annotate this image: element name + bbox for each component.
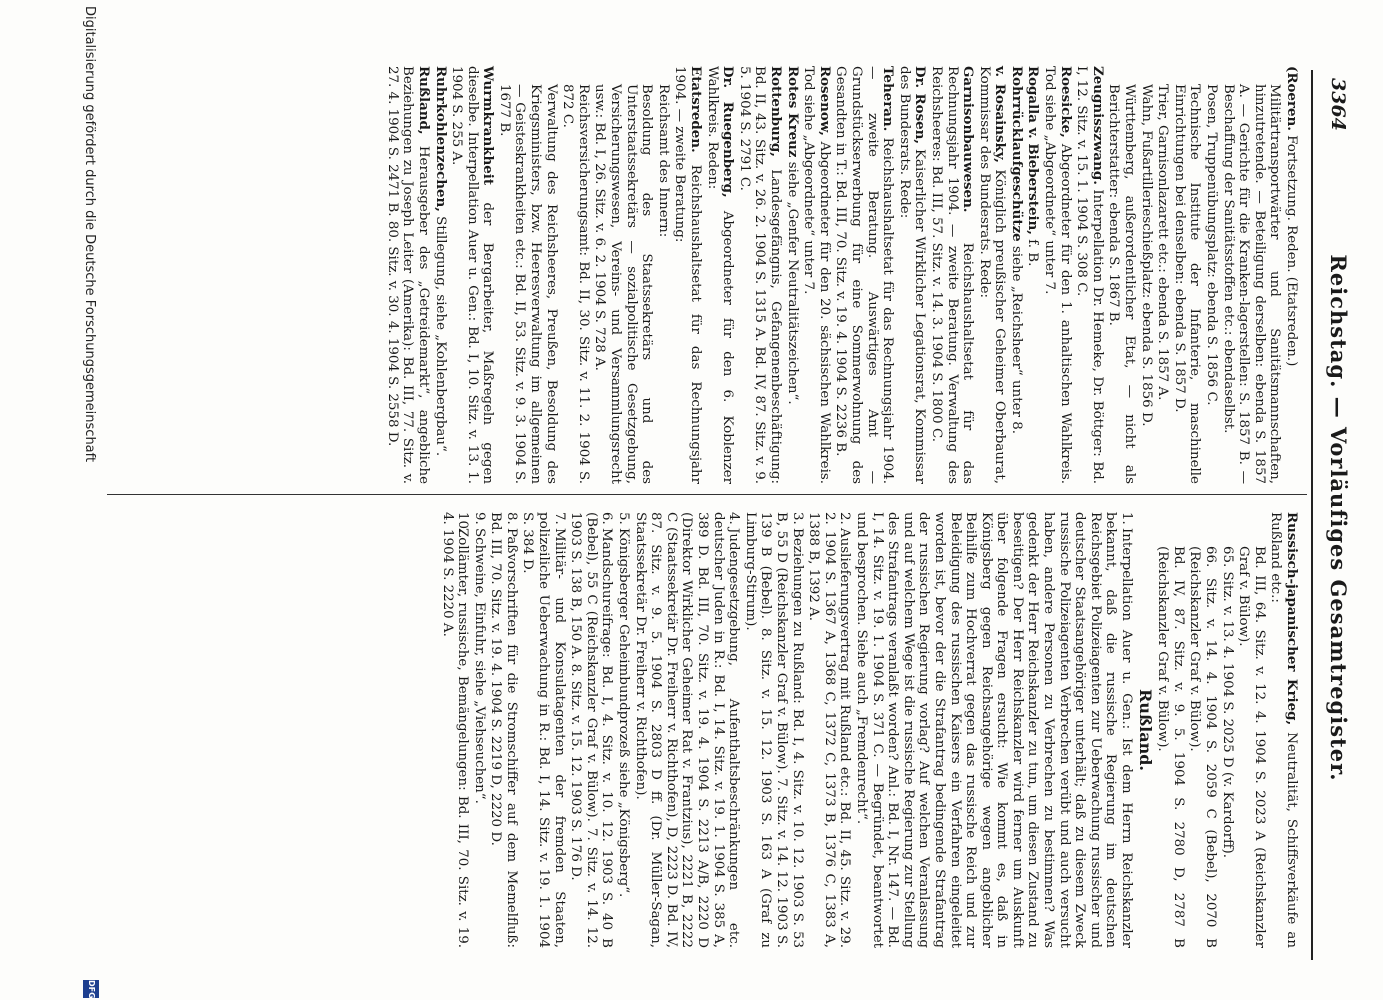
entry-text: siehe „Reichsheer“ unter 8.: [1008, 245, 1024, 435]
item-text: Militär- und Konsulatagenten der fremden Staaten, polizeiliche Ueberwachung in R.: Bd. I, 14. Sitz. v. 19. 1. 1904 S. 384 D.: [520, 512, 567, 948]
list-item: [568, 512, 615, 948]
item-text: Beziehungen zu Rußland: Bd. I, 4. Sitz. v. 10. 12. 1903 S. 53 B, 55 D (Reichskanzler Graf v. Bülow). 7. Sitz. v. 14. 12. 1903 S. 139 B (Bebel). 8. Sitz. v. 15. 12. 1903 S. 163 A (Graf zu Limburg-Stirum).: [742, 512, 805, 948]
list-item: [615, 512, 631, 948]
entry-text: Besoldung des Staatssekretärs und des Unterstaatssekretärs — sozialpolitische Gesetzgebung, Versicherungswesen, Vereins- und Versammlungsrecht usw.: Bd. I, 26. Sitz. v. 6. 2. 1904 S. 728 A.: [592, 84, 655, 484]
item-text: Schweine, Einfuhr, siehe „Viehseuchen“.: [471, 528, 487, 804]
reference-list: [1155, 512, 1267, 948]
reference-line: Bd. III, 64. Sitz. v. 12. 4. 1904 S. 2023 A (Reichskanzler Graf v. Bülow).: [1236, 546, 1267, 948]
entry-text: Kaiserlicher Wirklicher Legationsrat, Kommissar des Bundesrats. Rede:: [896, 66, 928, 484]
item-number: 3.: [789, 512, 805, 525]
section-heading: Rußland.: [1135, 689, 1155, 771]
reference-line: Bd. IV, 87. Sitz. v. 9. 5. 1904 S. 2780 D, 2787 B (Reichskanzler Graf v. Bülow).: [1155, 546, 1186, 948]
index-entry: [928, 66, 975, 484]
entry-text: Reichshaushaltsetat für das Rechnungsjahr 1904. — zweite Beratung. Auswärtiges Amt — Grundstückserwerbung für eine Sommerwohnung des Gesandten in T.: Bd. III, 70. Sitz. v. 19. 4. 1904 S. 2236 B.: [833, 66, 896, 485]
index-entry: [1074, 66, 1105, 484]
entry-text: Fortsetzung. Reden. (Etatsreden.): [1284, 135, 1299, 367]
index-entry: [801, 66, 832, 484]
entry-text: Interpellation Dr. Hemeke, Dr. Böttger: Bd. I, 12. Sitz. v. 15. 1. 1904 S. 308 C.: [1074, 66, 1105, 484]
entry-keyword: Wurmkrankheit: [480, 66, 497, 186]
index-entry: [1268, 512, 1299, 948]
index-entry: [592, 66, 654, 484]
item-text: Königsberger Geheimbundprozeß siehe „Königsberg“.: [616, 528, 632, 898]
entry-keyword: Russisch-japanischer Krieg,: [1284, 512, 1300, 726]
entry-keyword: Ruhrkohlenzechen,: [432, 66, 449, 212]
entry-text: Reichshaushaltsetat für das Rechnungsjahr 1904. — zweite Beratung. Verwaltung des Reichsheeres: Bd. III, 57. Sitz. v. 14. 3. 1904 S. 1800 C.: [928, 66, 976, 485]
list-item: [471, 512, 487, 948]
index-entry: [1203, 66, 1219, 484]
entry-keyword: Etatsreden.: [688, 66, 705, 153]
index-entry: [560, 66, 591, 484]
reference-line: 65. Sitz. v. 13. 4. 1904 S. 2025 D (v. Kardorff).: [1219, 546, 1235, 859]
item-text: Interpellation Auer u. Gen.: Ist dem Herrn Reichskanzler bekannt, daß die russische Regierung im deutschen Reichsgebiet Polizeiagenten zur Ueberwachung russischer und deutscher Staatsangehöriger unterhält; daß zu diesem Zweck russische Polizeiagenten Verbrechen verübt und auch versucht haben, andere Personen zu Verbrechen zu bestimmen? Was gedenkt der Herr Reichskanzler zu tun, um diesen Zustand zu beseitigen? Der Herr Reichskanzler wird ferner um Auskunft über folgende Fragen ersucht: Wie kommt es, daß in Königsberg gegen Reichsangehörige wegen angeblicher Beihilfe zum Hochverrat gegen das russische Reich und zur Beleidigung des russischen Kaisers ein Verfahren eingeleitet worden ist, bevor der die Strafantrag bedingende Strafantrag der russischen Regierung vorlag? Auf welchen Veranlassung und auf welchem Wege ist die russische Regierung zur Stellung des Strafantrags veranlaßt worden? Anl.: Bd. I, Nr. 147. — Bd. I, 14. Sitz. v. 19. 1. 1904 S. 371 C. — Begründet, beantwortet und besprochen. Siehe auch „Fremdenrecht“.: [853, 512, 1135, 948]
list-item: [806, 512, 853, 948]
entry-text: Abgeordneter für den 1. anhaltischen Wahlkreis. Tod siehe „Abgeordnete“ unter 7.: [1042, 66, 1073, 485]
entry-text: Stillegung, siehe „Kohlenbergbau“.: [432, 216, 448, 457]
entry-keyword: Zeugnisszwang.: [1089, 66, 1106, 185]
left-column: [383, 66, 1299, 484]
index-entry: [896, 66, 927, 484]
entry-keyword: Garnisonbauwesen.: [960, 66, 977, 213]
entry-text: Herausgeber des „Getreidemarkt“, angebliche Beziehungen zu Joseph Leiter (Amerika): Bd. III, 77. Sitz. v. 27. 4. 1904 S. 2471 B. 80. Sitz. v. 30. 4. 1904 S. 2558 D.: [384, 66, 431, 484]
entry-text: siehe „Genfer Neutralitätszeichen“.: [784, 161, 800, 405]
index-entry: [736, 66, 783, 484]
entry-keyword: (Roeren.: [1284, 66, 1300, 131]
item-text: Zollämter, russische, Bemängelungen: Bd. III, 70. Sitz. v. 19. 4. 1904 S. 2220 A.: [439, 512, 471, 948]
header-rule: [1311, 70, 1313, 960]
index-entry: [672, 66, 703, 484]
entry-text: Wahn, Fußartillerieschießplatz: ebenda S. 1856 D.: [1138, 84, 1154, 427]
index-entry: [1283, 66, 1299, 484]
entry-text: f. B.: [1025, 239, 1041, 267]
index-entry: [976, 66, 1007, 484]
entry-keyword: Rußland,: [415, 66, 432, 135]
index-entry: [1171, 66, 1202, 484]
index-entry: [449, 66, 496, 484]
index-entry: [1138, 66, 1154, 484]
column-divider: [107, 494, 1307, 495]
entry-keyword: Rotes Kreuz: [784, 66, 801, 158]
entry-text: Württemberg, außerordentlicher Etat, — nicht als Berichterstatter: ebenda S. 1867 B.: [1106, 84, 1138, 484]
right-column: [438, 512, 1299, 948]
entry-text: Militärtransportwärter und Sanitätsmannschaften, hinzutretende. — Beteiligung derselben: ebenda S. 1857 A. — Gerichte für die Kranken-lagerstellen: S. 1857 B. — Beschaffung der Sanitätsstoffen etc.: ebendaselbst.: [1220, 84, 1283, 484]
entry-keyword: Dr. Ruegenberg,: [720, 66, 737, 198]
list-item: [439, 512, 470, 948]
item-number: 1.: [1119, 512, 1135, 525]
list-item: [520, 512, 567, 948]
entry-text: Technische Institute der Infanterie, maschinelle Einrichtungen bei denselben: ebenda S. 1857 D.: [1171, 84, 1203, 484]
digitization-footer: [75, 0, 105, 1000]
index-entry: [655, 66, 671, 484]
entry-text: Neutralität, Schiffsverkäufe an Rußland etc.:: [1268, 512, 1299, 948]
entry-keyword: Rohrrücklaufgeschütze: [1008, 66, 1025, 242]
item-text: Mandschureifrage: Bd. I, 4. Sitz. v. 10. 12. 1903 S. 40 B (Bebel), 55 C (Reichskanzler Graf v. Bülow). 7. Sitz. v. 14. 12. 1903 S. 138 B, 150 A. 8. Sitz. v. 15. 12. 1903 S. 176 D.: [568, 512, 615, 948]
item-number: 6.: [599, 512, 615, 525]
entry-keyword: Rottenburg,: [768, 66, 784, 157]
entry-keyword: Rosenow,: [816, 66, 833, 136]
reference-line: 66. Sitz. v. 14. 4. 1904 S. 2059 C (Bebel), 2070 B (Reichskanzler Graf v. Bülow).: [1187, 546, 1219, 948]
index-entry: [384, 66, 431, 484]
item-text: Auslieferungsvertrag mit Rußland etc.: Bd. II, 45. Sitz. v. 29. 2. 1904 S. 1367 A, 1368 C, 1372 C, 1373 B, 1376 C, 1383 A, 1388 B, 1392 A.: [806, 512, 853, 948]
entry-keyword: Roesicke,: [1057, 66, 1074, 138]
list-item: [632, 512, 741, 948]
item-number: 10.: [455, 512, 471, 534]
index-entry: [1106, 66, 1137, 484]
entry-keyword: Rogalla v. Bieberstein,: [1025, 66, 1042, 235]
list-item: [742, 512, 804, 948]
page-header: [1321, 78, 1355, 958]
entry-text: Trier, Garnisonlazarett etc.: ebenda S. 1857 A.: [1155, 84, 1171, 401]
entry-text: Reichshaushaltsetat für das Rechnungsjahr 1904. — zweite Beratung:: [672, 66, 704, 484]
item-text: Paßvorschriften für die Stromschiffer auf dem Memelfluß: Bd. III, 70. Sitz. v. 19. 4. 1904 S. 2219 D, 2220 D.: [488, 512, 519, 948]
index-entry: [432, 66, 448, 484]
entry-text: der Bergarbeiter, Maßregeln gegen dieselbe. Interpellation Auer u. Gen.: Bd. I, 10. Sitz. v. 13. 1. 1904 S. 255 A.: [449, 66, 496, 485]
entry-text: Verwaltung des Reichsheeres, Preußen, Besoldung des Kriegsministers, bzw. Heeresverwaltung im allgemeinen — Geisteskrankheiten etc.: Bd. II, 53. Sitz. v. 9. 3. 1904 S. 1677 B.: [496, 84, 559, 484]
entry-keyword: Teheran.: [880, 66, 897, 132]
item-number: 9.: [471, 512, 487, 525]
item-number: 5.: [616, 512, 632, 525]
item-number: 7.: [551, 512, 567, 525]
list-item: [488, 512, 519, 948]
item-number: 2.: [837, 512, 853, 525]
dfg-logo-icon: DFG: [83, 980, 99, 998]
entry-text: Königlich preußischer Geheimer Oberbaurat, Kommissar des Bundesrats. Rede:: [976, 66, 1008, 484]
index-entry: [704, 66, 735, 484]
entry-text: Reichsversicherungsamt: Bd. II, 30. Sitz. v. 11. 2. 1904 S. 872 C.: [560, 84, 591, 484]
entry-text: Posen, Truppenübungsplatz: ebenda S. 1856 C.: [1204, 84, 1220, 406]
entry-keyword: Dr. Rosen,: [912, 66, 929, 145]
index-entry: [1008, 66, 1024, 484]
entry-text: Abgeordneter für den 6. Koblenzer Wahlkreis. Reden:: [704, 66, 736, 484]
item-text: Judengesetzgebung, Aufenthaltsbeschränkungen etc. deutscher Juden in R.: Bd. I, 14. Sitz. v. 19. 1. 1904 S. 385 A, 389 D. Bd. III, 70. Sitz. v. 19. 4. 1904 S. 2213 A/B, 2220 D (Direktor Wirklicher Geheimer Rat v. Frantzius), 2221 B, 2222 C (Staatssekretär Dr. Freiherr v. Richthofen), D, 2223 D. Bd. IV, 87. Sitz. v. 9. 5. 1904 S. 2803 D ff. (Dr. Müller-Sagan, Staatssekretär Dr. Freiherr v. Richthofen).: [632, 512, 742, 948]
item-number: 4.: [726, 512, 742, 525]
entry-text: Abgeordneter für den 20. sächsischen Wahlkreis. Tod siehe „Abgeordnete“ unter 7.: [801, 66, 832, 484]
index-entry: [1155, 66, 1171, 484]
entry-keyword: v. Rosainsky,: [992, 66, 1009, 163]
page-number: 3364: [1327, 78, 1349, 131]
footer-credit: Digitalisierung gefördert durch die Deutsche Forschungsgemeinschaft: [82, 6, 97, 463]
index-entry: [1025, 66, 1041, 484]
list-item: [853, 512, 1134, 948]
running-head: Reichstag. — Vorläufiges Gesamtregister.: [1326, 254, 1351, 782]
entry-text: Reichsamt des Innern:: [655, 84, 671, 238]
entry-text: Landesgefängnis, Gefangenenbeschäftigung: Bd. II, 43. Sitz. v. 26. 2. 1904 S. 1315 A. Bd. IV, 87. Sitz. v. 9. 5. 1904 S. 2791 C.: [736, 66, 783, 484]
item-number: 8.: [503, 512, 519, 525]
index-entry: [1220, 66, 1282, 484]
index-entry: [1042, 66, 1073, 484]
numbered-list: [439, 512, 1134, 948]
index-entry: [496, 66, 558, 484]
index-entry: [784, 66, 800, 484]
index-entry: [833, 66, 895, 484]
